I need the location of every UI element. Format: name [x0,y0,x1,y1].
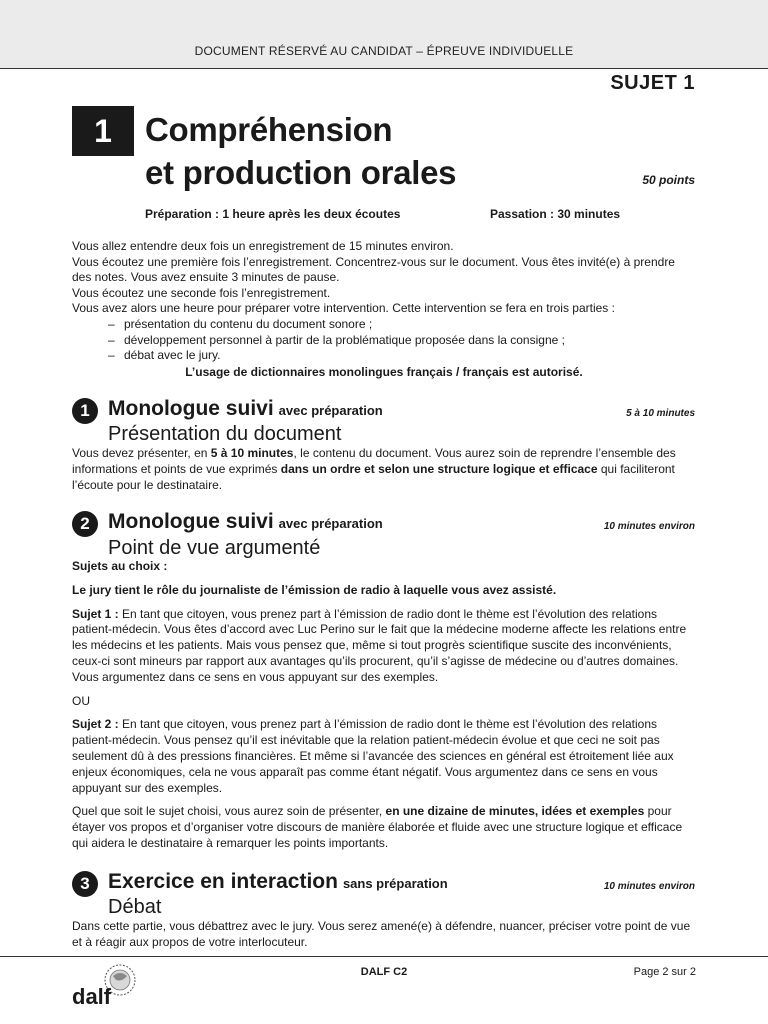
points-label: 50 points [642,173,695,187]
section-3-title [108,870,448,894]
text-run: Quel que soit le sujet choisi, vous aurez soin de présenter, [72,804,386,819]
section-2-badge: 2 [72,511,98,537]
title-line-1: Compréhension [145,111,393,148]
section-3-badge: 3 [72,871,98,897]
text-run: , le contenu du document. Vous aurez soin de reprendre l’ensemble des informations et points de vue exprimés [72,446,676,476]
logo-text: dalf [72,984,112,1008]
section-1-text [72,446,696,493]
section-2-text [72,559,696,852]
closing-paragraph [72,804,696,851]
section-3-title-text: Exercice en interaction [108,870,338,893]
title-line-2: et production orales [145,154,457,191]
sujet-2-paragraph [72,717,696,796]
passation-label: Passation : 30 minutes [490,207,621,221]
choice-label: Sujets au choix : [72,559,168,573]
instruction-line: Vous écoutez une première fois l’enregistrement. Concentrez-vous sur le document. Vous êtes invité(e) à prendre des notes. Vous avez ensuite 3 minutes de pause. [72,254,675,285]
sujet-1-text: En tant que citoyen, vous prenez part à l’émission de radio dont le thème est l’évolution des relations patient-médecin. Vous êtes d’accord avec Luc Perino sur le fait que la médecine moderne affecte les relations entre les médecins et les patients. Mais vous pensez que, même si tout progrès scientifique suscite des inconvénients, ceux-ci sont mineurs par rapport aux avantages qu’ils procurent, qu’il s’agisse de médecine ou d’autres domaines. Vous argumentez dans ce sens en vous appuyant sur des exemples. [72,606,687,684]
header-band [0,0,768,69]
page-title [145,108,456,194]
list-item: – présentation du contenu du document sonore ; [72,317,696,333]
section-3-text [72,919,696,951]
section-3-duration: 10 minutes environ [603,881,695,892]
section-2-subtitle: Point de vue argumenté [108,537,321,559]
section-1-title [108,397,383,421]
text-run: pour étayer vos propos et d’organiser votre discours de manière élaborée et fluide avec une structure logique et efficace qui aidera le destinataire à remarquer les points importants. [72,804,683,850]
sujet-2-label: Sujet 2 : [72,717,119,732]
page-number: Page 2 sur 2 [633,966,696,978]
footer-divider [0,956,768,957]
parts-list [72,317,696,364]
instruction-line: Vous écoutez une seconde fois l’enregistrement. [72,285,331,300]
sujet-1-label: Sujet 1 : [72,606,119,621]
sujet-2-text: En tant que citoyen, vous prenez part à l’émission de radio dont le thème est l’évolution des relations patient-médecin. Vous pensez qu’il est inévitable que la relation patient-médecin évolue et que ceci ne soit pas seulement dû à des pressions financières. Et même si l’avancée des sciences en général est étroitement liée aux enjeux économiques, cela ne vous apparaît pas comme étant négatif. Vous argumentez dans ce sens en vous appuyant sur des exemples. [72,717,674,795]
list-item: – débat avec le jury. [72,348,696,364]
section-1-subtitle: Présentation du document [108,423,342,445]
text-run-bold: en une dizaine de minutes, idées et exemples [385,804,645,819]
text-run-bold: 5 à 10 minutes [210,446,294,460]
section-1-title-text: Monologue suivi [108,397,274,420]
section-1-suffix: avec préparation [278,403,383,418]
instruction-line: Vous allez entendre deux fois un enregistrement de 15 minutes environ. [72,239,454,253]
section-2-duration: 10 minutes environ [603,521,695,532]
sujet-1-paragraph [72,607,696,686]
jury-role: Le jury tient le rôle du journaliste de l’émission de radio à laquelle vous avez assisté. [72,582,557,597]
reserved-notice: DOCUMENT RÉSERVÉ AU CANDIDAT – ÉPREUVE INDIVIDUELLE [194,44,574,58]
section-3-subtitle: Débat [108,896,162,918]
section-1-paragraph [72,446,696,493]
section-1-duration: 5 à 10 minutes [626,408,695,419]
section-2-suffix: avec préparation [278,516,383,531]
text-run: Vous devez présenter, en [72,446,211,460]
section-3-suffix: sans préparation [342,876,448,891]
instructions [72,239,696,380]
text-run: qui faciliteront l’écoute pour le destinataire. [72,461,675,492]
dictionary-notice: L’usage de dictionnaires monolingues français / français est autorisé. [185,364,583,379]
section-2-title-text: Monologue suivi [108,510,274,533]
or-label: OU [72,693,90,708]
part-number-box: 1 [72,106,134,156]
text-run-bold: dans un ordre et selon une structure logique et efficace [280,461,598,476]
exam-name: DALF C2 [360,966,408,978]
instruction-line: Vous avez alors une heure pour préparer votre intervention. Cette intervention se fera en trois parties : [72,301,615,316]
list-item: – développement personnel à partir de la problématique proposée dans la consigne ; [72,333,696,349]
section-2-title [108,510,383,534]
section-1-badge: 1 [72,398,98,424]
preparation-label: Préparation : 1 heure après les deux écoutes [145,207,401,221]
section-3-paragraph: Dans cette partie, vous débattrez avec le jury. Vous serez amené(e) à défendre, nuancer, préciser votre point de vue et à réagir aux propos de votre interlocuteur. [72,919,691,949]
sujet-label: SUJET 1 [610,72,695,94]
